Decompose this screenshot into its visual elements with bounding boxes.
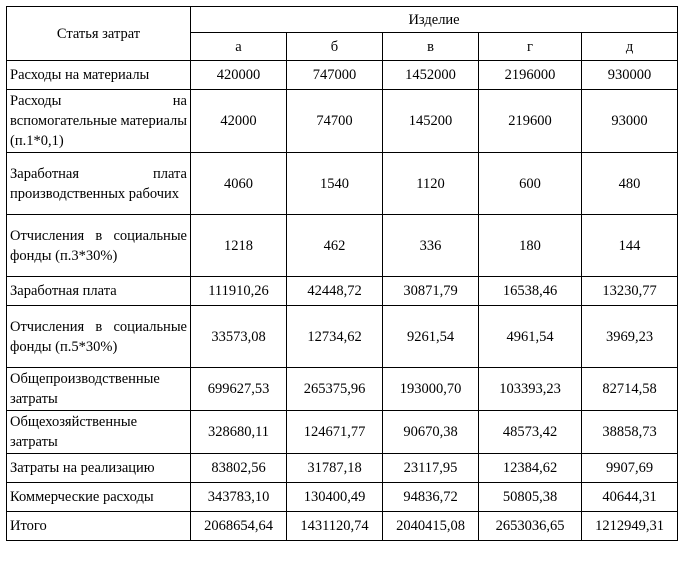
cell-value: 4060 (191, 153, 287, 215)
cell-value: 2068654,64 (191, 512, 287, 541)
cell-value: 747000 (287, 61, 383, 90)
row-label: Заработная плата (7, 277, 191, 306)
cell-value: 4961,54 (479, 306, 582, 368)
cell-value: 12384,62 (479, 454, 582, 483)
cell-value: 2040415,08 (383, 512, 479, 541)
cell-value: 3969,23 (582, 306, 678, 368)
product-group-header: Изделие (191, 7, 678, 33)
product-header: а (191, 33, 287, 61)
cell-value: 90670,38 (383, 411, 479, 454)
cell-value: 31787,18 (287, 454, 383, 483)
table-row (7, 454, 678, 483)
cell-value: 265375,96 (287, 368, 383, 411)
cell-value: 16538,46 (479, 277, 582, 306)
cell-value: 30871,79 (383, 277, 479, 306)
row-label: Итого (7, 512, 191, 541)
cell-value: 124671,77 (287, 411, 383, 454)
cell-value: 144 (582, 215, 678, 277)
product-header: б (287, 33, 383, 61)
row-label: Расходы на материалы (7, 61, 191, 90)
cell-value: 1120 (383, 153, 479, 215)
table-row (7, 61, 678, 90)
cell-value: 9907,69 (582, 454, 678, 483)
table-row (7, 368, 678, 411)
cell-value: 42000 (191, 90, 287, 153)
cell-value: 50805,38 (479, 483, 582, 512)
row-label: Коммерческие расходы (7, 483, 191, 512)
cell-value: 74700 (287, 90, 383, 153)
cell-value: 145200 (383, 90, 479, 153)
cell-value: 219600 (479, 90, 582, 153)
cell-value: 1540 (287, 153, 383, 215)
table-row (7, 277, 678, 306)
cost-items-table (6, 6, 678, 541)
cell-value: 328680,11 (191, 411, 287, 454)
table-row (7, 483, 678, 512)
cell-value: 336 (383, 215, 479, 277)
row-label: Затраты на реализацию (7, 454, 191, 483)
cell-value: 23117,95 (383, 454, 479, 483)
table-row (7, 90, 678, 153)
cell-value: 2196000 (479, 61, 582, 90)
cell-value: 480 (582, 153, 678, 215)
cell-value: 33573,08 (191, 306, 287, 368)
cell-value: 83802,56 (191, 454, 287, 483)
cell-value: 40644,31 (582, 483, 678, 512)
cell-value: 1431120,74 (287, 512, 383, 541)
product-header: д (582, 33, 678, 61)
cell-value: 420000 (191, 61, 287, 90)
header-row-1 (7, 7, 678, 33)
cell-value: 1218 (191, 215, 287, 277)
row-label: Общехозяйственные затраты (7, 411, 191, 454)
cell-value: 48573,42 (479, 411, 582, 454)
cell-value: 1452000 (383, 61, 479, 90)
cell-value: 180 (479, 215, 582, 277)
cell-value: 12734,62 (287, 306, 383, 368)
row-label: Отчисления в социальные фонды (п.3*30%) (7, 215, 191, 277)
cell-value: 82714,58 (582, 368, 678, 411)
cell-value: 930000 (582, 61, 678, 90)
cell-value: 103393,23 (479, 368, 582, 411)
cell-value: 1212949,31 (582, 512, 678, 541)
cell-value: 343783,10 (191, 483, 287, 512)
cell-value: 193000,70 (383, 368, 479, 411)
cost-item-header: Статья затрат (7, 7, 191, 61)
cell-value: 38858,73 (582, 411, 678, 454)
table-row (7, 215, 678, 277)
cell-value: 2653036,65 (479, 512, 582, 541)
cell-value: 111910,26 (191, 277, 287, 306)
row-label: Отчисления в социальные фонды (п.5*30%) (7, 306, 191, 368)
cell-value: 462 (287, 215, 383, 277)
row-label: Общепроизводственные затраты (7, 368, 191, 411)
table-row (7, 411, 678, 454)
cell-value: 699627,53 (191, 368, 287, 411)
cell-value: 9261,54 (383, 306, 479, 368)
cell-value: 94836,72 (383, 483, 479, 512)
product-header: в (383, 33, 479, 61)
cell-value: 93000 (582, 90, 678, 153)
cell-value: 42448,72 (287, 277, 383, 306)
table-row (7, 153, 678, 215)
cell-value: 13230,77 (582, 277, 678, 306)
cell-value: 130400,49 (287, 483, 383, 512)
product-header: г (479, 33, 582, 61)
row-label: Расходы на вспомогательные материалы (п.1*0,1) (7, 90, 191, 153)
cell-value: 600 (479, 153, 582, 215)
row-label: Заработная плата производственных рабочих (7, 153, 191, 215)
total-row (7, 512, 678, 541)
table-row (7, 306, 678, 368)
